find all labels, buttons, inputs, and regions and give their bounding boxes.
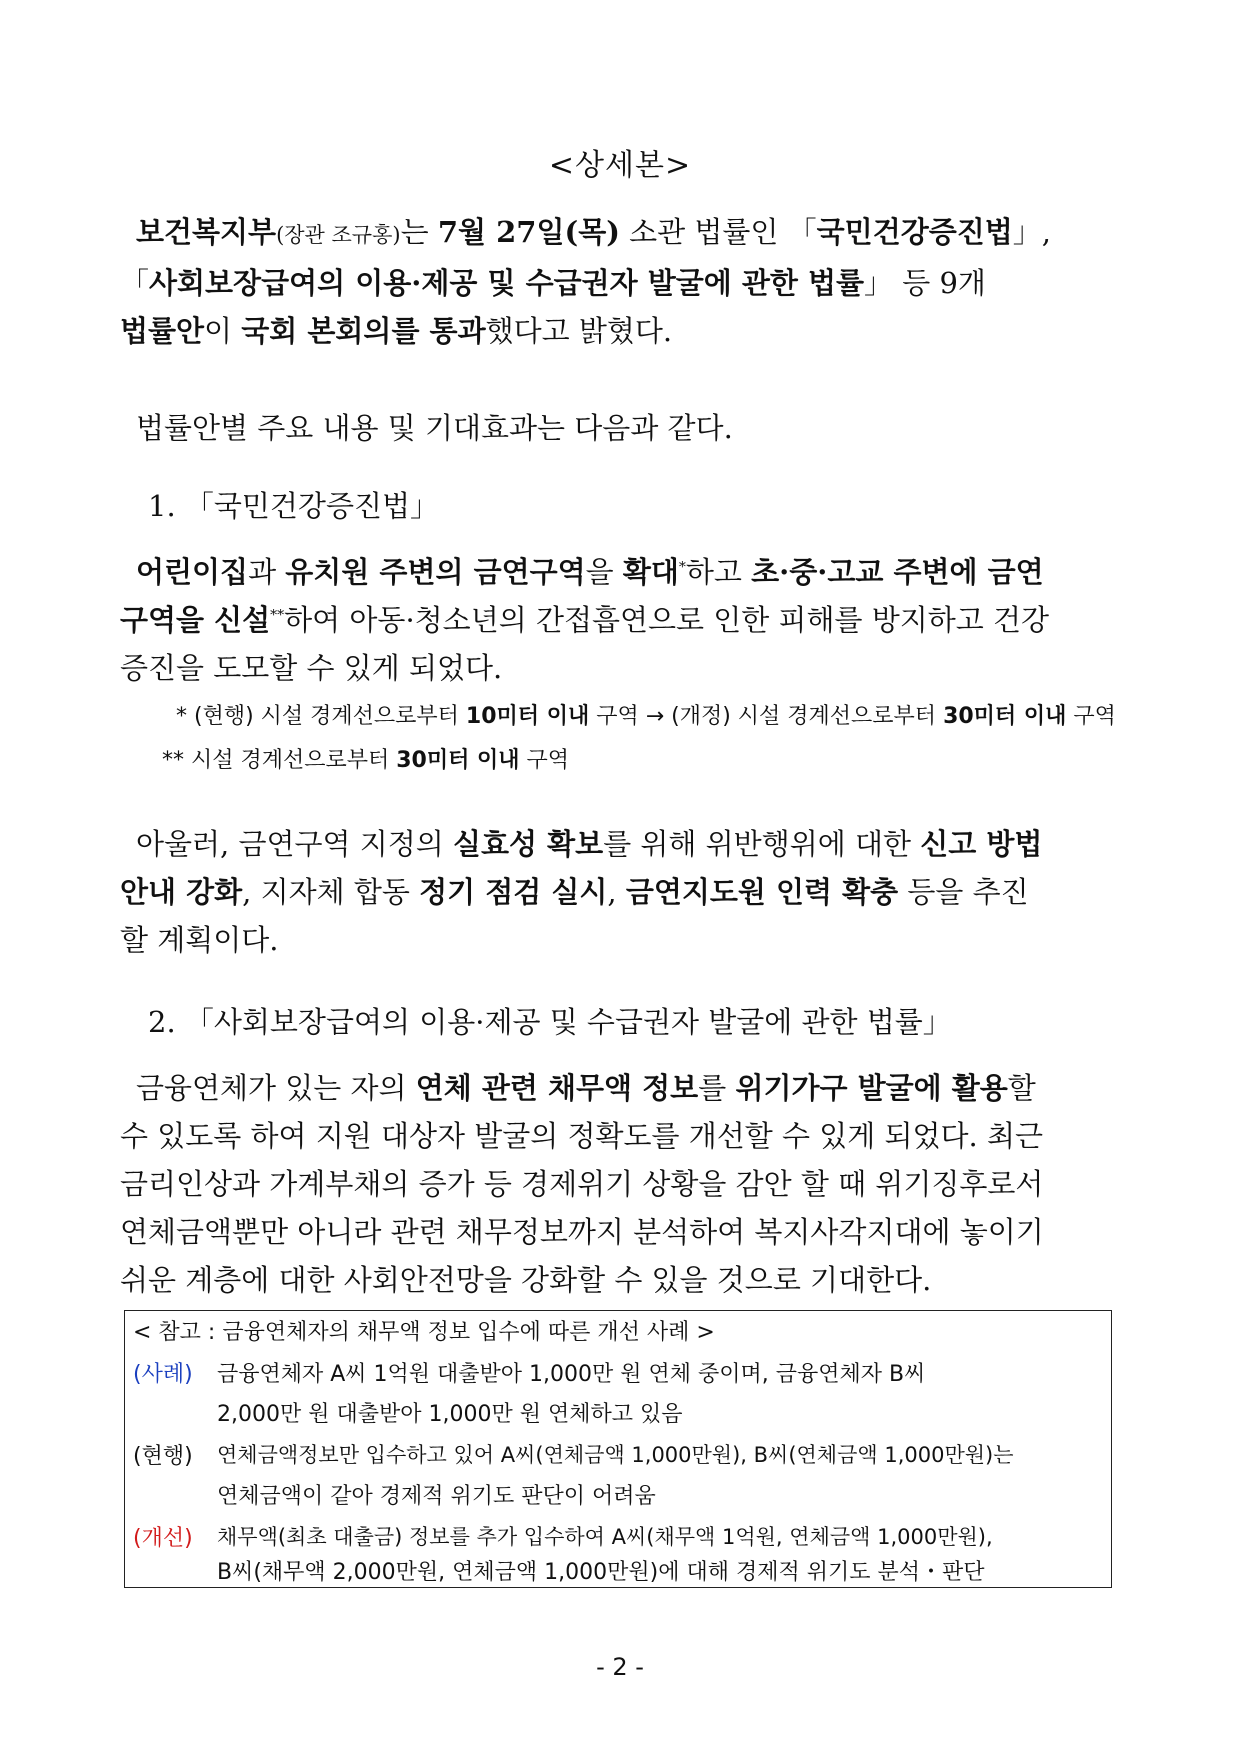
text-run: 하여 아동·청소년의 간접흡연으로 인한 피해를 방지하고 건강 — [284, 603, 1050, 637]
text-run: 과 — [248, 555, 286, 589]
s1-line-3: 증진을 도모할 수 있게 되었다. — [120, 651, 503, 685]
text-run: 구역 — [1066, 704, 1116, 729]
footnote-mark: ** — [270, 607, 285, 624]
law-name-2: 사회보장급여의 이용·제공 및 수급권자 발굴에 관한 법률 — [149, 266, 865, 300]
text-run: 」, — [1012, 215, 1051, 249]
text-run: 이 — [204, 314, 242, 348]
section-2-paragraph — [120, 1064, 1120, 1304]
current-line-2: 연체금액이 같아 경제적 위기도 판단이 어려움 — [217, 1484, 656, 1509]
text-run: 유치원 주변의 금연구역 — [285, 555, 586, 589]
text-run: 를 — [698, 1071, 736, 1105]
text-run: 10미터 이내 — [465, 704, 590, 729]
section-2-heading: 2. 「사회보장급여의 이용·제공 및 수급권자 발굴에 관한 법률」 — [148, 1005, 952, 1039]
intro-paragraph — [120, 208, 1120, 355]
text-run: 했다고 밝혔다. — [485, 314, 673, 348]
s1p2-line-2 — [120, 868, 1120, 916]
text-run: 구역 — [519, 748, 570, 773]
text-run: 금융연체가 있는 자의 — [136, 1071, 416, 1105]
text-run: 정기 점검 실시 — [419, 875, 608, 909]
s1p2-line-3: 할 계획이다. — [120, 923, 279, 957]
s1p2-line-1 — [120, 820, 1120, 868]
case-line-1: 금융연체자 A씨 1억원 대출받아 1,000만 원 연체 중이며, 금융연체자 B씨 — [217, 1362, 926, 1387]
text-run: 신고 방법 — [920, 827, 1043, 861]
ministry-name: 보건복지부 — [136, 215, 277, 249]
text-run: 법률안 — [120, 314, 205, 348]
text-run: 할 — [1007, 1071, 1036, 1105]
text-run: ** 시설 경계선으로부터 — [162, 748, 397, 773]
text-run: 어린이집 — [136, 555, 249, 589]
s2-line-4: 연체금액뿐만 아니라 관련 채무정보까지 분석하여 복지사각지대에 놓이기 — [120, 1215, 1044, 1249]
s2-line-5: 쉬운 계층에 대한 사회안전망을 강화할 수 있을 것으로 기대한다. — [120, 1263, 932, 1297]
text-run: 실효성 확보 — [453, 827, 604, 861]
text-run: 등을 추진 — [898, 875, 1029, 909]
text-run: 하고 — [685, 555, 752, 589]
s2-line-3: 금리인상과 가계부채의 증가 등 경제위기 상황을 감안 할 때 위기징후로서 — [120, 1167, 1044, 1201]
s2-line-1 — [120, 1064, 1120, 1112]
text-run: 30미터 이내 — [943, 704, 1067, 729]
footnote-mark: * — [678, 559, 686, 576]
s2-line-2: 수 있도록 하여 지원 대상자 발굴의 정확도를 개선할 수 있게 되었다. 최근 — [120, 1119, 1044, 1153]
text-run: 확대 — [622, 555, 679, 589]
minister-note: (장관 조규홍) — [276, 223, 401, 247]
text-run: , 지자체 합동 — [242, 875, 420, 909]
text-run: 「 — [120, 266, 150, 300]
footnote-2 — [162, 744, 569, 778]
text-run: 금연지도원 인력 확충 — [625, 875, 899, 909]
text-run: 구역을 신설 — [120, 603, 271, 637]
case-line-2: 2,000만 원 대출받아 1,000만 원 연체하고 있음 — [217, 1402, 683, 1427]
text-run: 30미터 이내 — [396, 748, 520, 773]
intro-line-2 — [120, 259, 1120, 307]
improve-tag: (개선) — [133, 1526, 193, 1551]
page-number: - 2 - — [596, 1653, 644, 1681]
text-run: 위기가구 발굴에 활용 — [735, 1071, 1008, 1105]
text-run: * (현행) 시설 경계선으로부터 — [176, 704, 466, 729]
text-run: 을 — [585, 555, 623, 589]
current-line-1: 연체금액정보만 입수하고 있어 A씨(연체금액 1,000만원), B씨(연체금액 1,000만원)는 — [217, 1443, 1014, 1467]
text-run: 는 — [400, 215, 438, 249]
s1-line-1 — [120, 548, 1120, 596]
intro-line-3 — [120, 307, 1120, 355]
text-run: , — [607, 875, 626, 909]
section-1-heading: 1. 「국민건강증진법」 — [148, 489, 439, 523]
current-tag: (현행) — [133, 1444, 193, 1469]
text-run: 소관 법률인 「 — [619, 215, 817, 249]
section-1-paragraph-2 — [120, 820, 1120, 964]
summary-line: 법률안별 주요 내용 및 기대효과는 다음과 같다. — [136, 411, 733, 445]
text-run: 연체 관련 채무액 정보 — [415, 1071, 699, 1105]
text-run: 구역 → (개정) 시설 경계선으로부터 — [589, 704, 944, 729]
text-run: 안내 강화 — [120, 875, 243, 909]
improve-line-2: B씨(채무액 2,000만원, 연체금액 1,000만원)에 대해 경제적 위기도 분석・판단 — [217, 1560, 985, 1585]
intro-line-1 — [120, 208, 1120, 259]
section-1-paragraph — [120, 548, 1120, 692]
text-run: 국회 본회의를 통과 — [241, 314, 486, 348]
improve-line-1: 채무액(최초 대출금) 정보를 추가 입수하여 A씨(채무액 1억원, 연체금액 1,000만원), — [217, 1525, 993, 1549]
text-run: 초·중·고교 주변에 금연 — [751, 555, 1044, 589]
text-run: 」 등 9개 — [864, 266, 986, 300]
footnote-1 — [176, 700, 1116, 734]
page-title: <상세본> — [548, 148, 692, 183]
case-tag: (사례) — [133, 1362, 193, 1387]
date-text: 7월 27일(목) — [437, 215, 620, 249]
law-name-1: 국민건강증진법 — [816, 215, 1013, 249]
s1-line-2 — [120, 596, 1120, 644]
reference-box — [124, 1310, 1112, 1588]
text-run: 를 위해 위반행위에 대한 — [603, 827, 921, 861]
text-run: 아울러, 금연구역 지정의 — [136, 827, 454, 861]
box-title: < 참고 : 금융연체자의 채무액 정보 입수에 따른 개선 사례 > — [133, 1320, 715, 1345]
